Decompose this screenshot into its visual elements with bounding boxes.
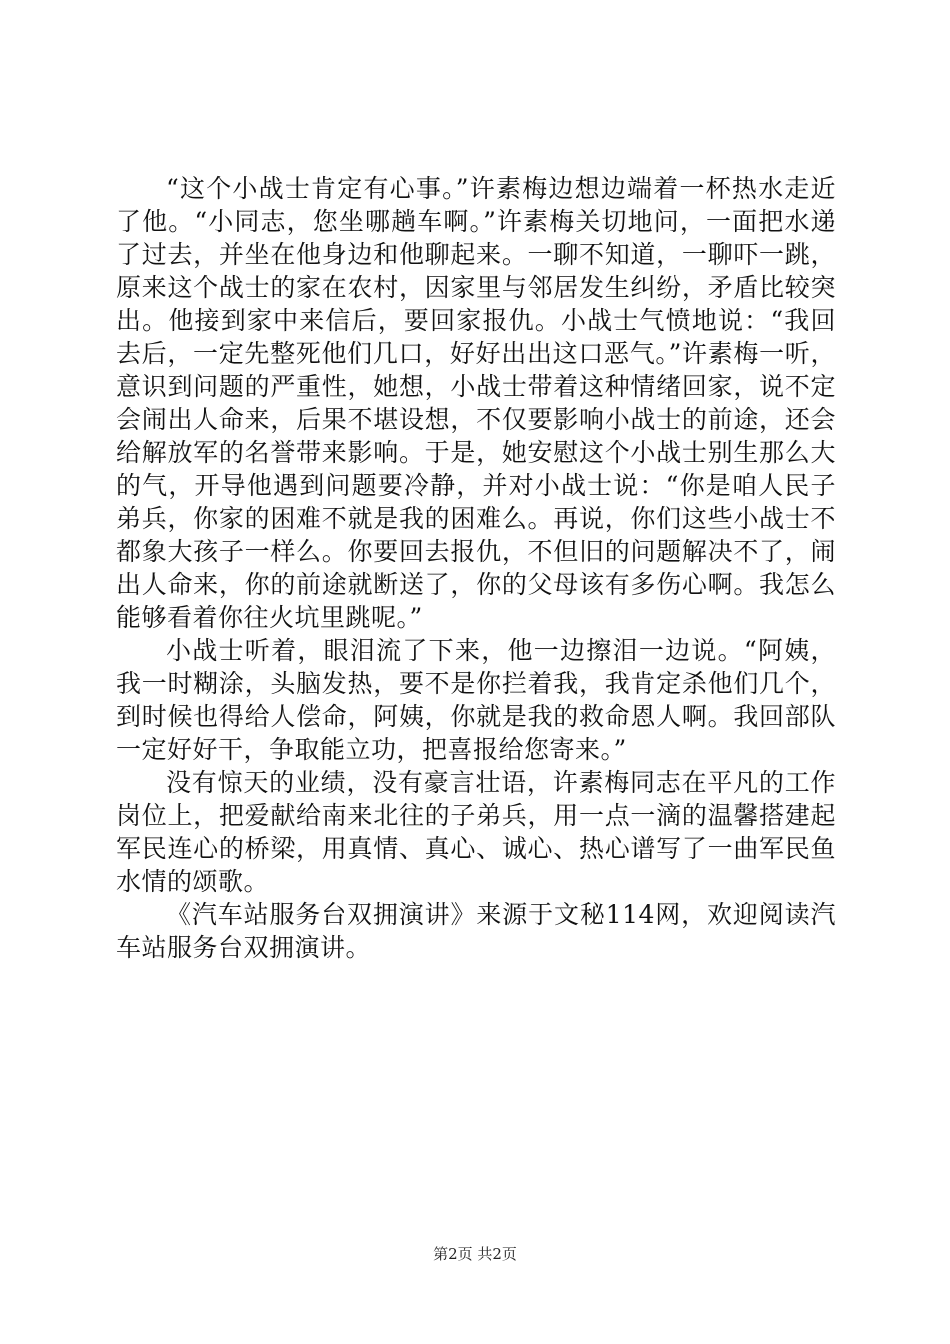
paragraph-4: 《汽车站服务台双拥演讲》来源于文秘114网，欢迎阅读汽车站服务台双拥演讲。 xyxy=(116,900,836,962)
paragraph-2: 小战士听着，眼泪流了下来，他一边擦泪一边说。“阿姨，我一时糊涂，头脑发热，要不是你拦着我，我肯定杀他们几个，到时候也得给人偿命，阿姨，你就是我的救命恩人啊。我回部队一定好好干，争取能立功，把喜报给您寄来。” xyxy=(116,636,836,764)
paragraph-1: “这个小战士肯定有心事。”许素梅边想边端着一杯热水走近了他。“小同志，您坐哪趟车啊。”许素梅关切地问，一面把水递了过去，并坐在他身边和他聊起来。一聊不知道，一聊吓一跳，原来这个战士的家在农村，因家里与邻居发生纠纷，矛盾比较突出。他接到家中来信后，要回家报仇。小战士气愤地说：“我回去后，一定先整死他们几口，好好出出这口恶气。”许素梅一听，意识到问题的严重性，她想，小战士带着这种情绪回家，说不定会闹出人命来，后果不堪设想，不仅要影响小战士的前途，还会给解放军的名誉带来影响。于是，她安慰这个小战士别生那么大的气，开导他遇到问题要冷静，并对小战士说：“你是咱人民子弟兵，你家的困难不就是我的困难么。再说，你们这些小战士不都象大孩子一样么。你要回去报仇，不但旧的问题解决不了，闹出人命来，你的前途就断送了，你的父母该有多伤心啊。我怎么能够看着你往火坑里跳呢。” xyxy=(116,174,836,632)
document-body xyxy=(116,172,836,964)
page-number-footer: 第2页 共2页 xyxy=(433,1245,517,1263)
paragraph-3: 没有惊天的业绩，没有豪言壮语，许素梅同志在平凡的工作岗位上，把爱献给南来北往的子弟兵，用一点一滴的温馨搭建起军民连心的桥梁，用真情、真心、诚心、热心谱写了一曲军民鱼水情的颂歌。 xyxy=(116,768,836,896)
